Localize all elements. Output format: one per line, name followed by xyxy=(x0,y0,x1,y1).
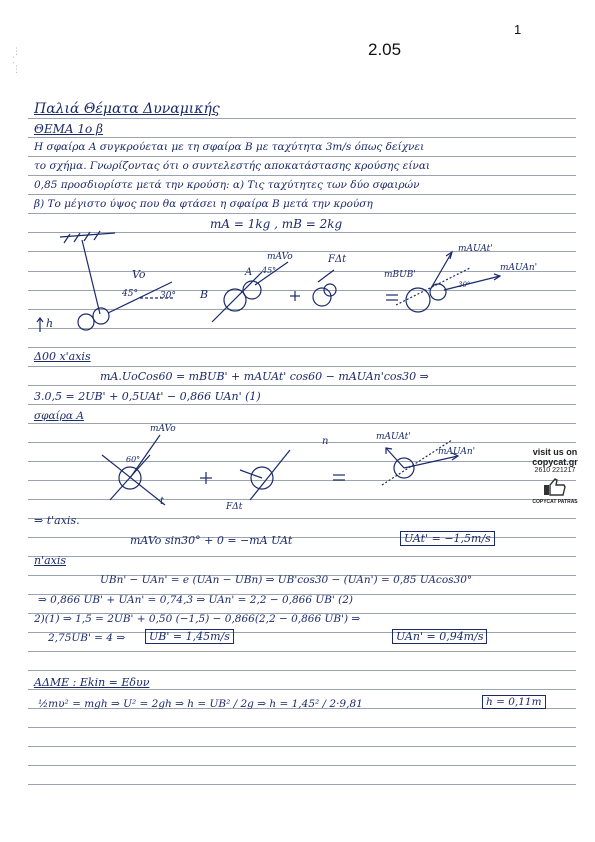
t-axis-label: ⇒ t'axis. xyxy=(34,514,80,527)
result-ub: UB' = 1,45m/s xyxy=(145,629,234,644)
problem-line-1: Η σφαίρα Α συγκρούεται με τη σφαίρα Β με ταχύτητα 3m/s όπως δείχνει xyxy=(34,141,425,153)
ad-line-2: copycat.gr xyxy=(532,457,578,467)
label-mauan: mAUAn' xyxy=(500,263,538,273)
label2-t: t xyxy=(160,496,165,507)
problem-line-4: β) Το μέγιστο ύψος που θα φτάσει η σφαίρα Β μετά την κρούση xyxy=(34,198,373,210)
label-mauat: mAUAt' xyxy=(458,244,493,254)
equation-6: 2)(1) ⇒ 1,5 = 2UB' + 0,50 (−1,5) − 0,866(2,2 − 0,866 UB') ⇒ xyxy=(34,613,361,625)
document-code: 2.05 xyxy=(368,40,402,59)
thumbs-up-icon xyxy=(542,477,568,497)
equation-7: 2,75UB' = 4 ⇒ xyxy=(48,632,126,644)
label-mbub: mBUB' xyxy=(384,270,416,280)
label2-fdt: FΔt xyxy=(226,502,243,512)
equation-5: ⇒ 0,866 UB' + UAn' = 0,74,3 ⇒ UAn' = 2,2 − 0,866 UB' (2) xyxy=(38,594,354,606)
ad-line-3: 2610 221217 xyxy=(534,467,576,474)
result-h: h = 0,11m xyxy=(482,695,546,709)
label2-mauan: mAUAn' xyxy=(438,447,476,457)
label-fdt: FΔt xyxy=(328,254,347,265)
masses: mA = 1kg , mB = 2kg xyxy=(210,217,343,231)
label-angle30: 30° xyxy=(160,291,176,301)
ad-line-1: visit us on xyxy=(532,447,578,457)
notes-title: Παλιά Θέματα Δυναμικής xyxy=(34,101,220,117)
label-B: B xyxy=(200,288,209,301)
label-h: h xyxy=(46,317,54,330)
x-axis-label: Δ00 x'axis xyxy=(34,350,91,363)
equation-4: UBn' − UAn' = e (UAn − UBn) ⇒ UB'cos30 − (UAn') = 0,85 UAcos30° xyxy=(100,574,473,586)
equation-1: mA.UoCos60 = mBUB' + mAUAt' cos60 − mAUAn'cos30 ⇒ xyxy=(100,370,429,383)
equation-8: ½mυ² = mgh ⇒ U² = 2gh ⇒ h = UB² / 2g ⇒ h = 1,45² / 2·9,81 xyxy=(38,698,363,710)
sphere-a-label: σφαίρα A xyxy=(34,410,84,422)
result-uat: UAt' = −1,5m/s xyxy=(400,531,495,546)
problem-line-3: 0,85 προσδιορίστε μετά την κρούση: α) Τις ταχύτητες των δύο σφαιρών xyxy=(34,179,420,191)
problem-line-2: το σχήμα. Γνωρίζοντας ότι ο συντελεστής αποκατάστασης κρούσης είναι xyxy=(34,160,431,172)
label2-mauat: mAUAt' xyxy=(376,432,411,442)
label2-mavo: mAVo xyxy=(150,424,176,434)
result-uan: UAn' = 0,94m/s xyxy=(392,629,487,644)
label-angle45b: 45° xyxy=(262,266,277,275)
label-mavo: mAVo xyxy=(267,252,293,262)
margin-marks: ⋮ ⁚ ⋮ xyxy=(12,47,21,75)
equation-2: 3.0,5 = 2UB' + 0,5UAt' − 0,866 UAn' (1) xyxy=(34,390,261,403)
n-axis-label: n'axis xyxy=(34,554,67,567)
label-angle30b: 30° xyxy=(458,281,471,289)
label-vo: Vo xyxy=(132,268,146,281)
ad-line-4: COPYCAT PATRAS xyxy=(532,499,578,505)
copycat-stamp xyxy=(519,447,591,505)
notes-subtitle: ΘΕΜΑ 1ο β xyxy=(34,122,103,136)
equation-3: mAVo sin30° + 0 = −mA UAt xyxy=(130,534,293,547)
label-angle45: 45° xyxy=(122,289,138,299)
page-number: 1 xyxy=(514,22,522,37)
label2-n: n xyxy=(322,436,329,447)
label2-angle60: 60° xyxy=(126,455,141,464)
energy-label: ΑΔΜΕ : Ekin = Εδυν xyxy=(34,676,150,689)
label-A: A xyxy=(245,267,253,278)
